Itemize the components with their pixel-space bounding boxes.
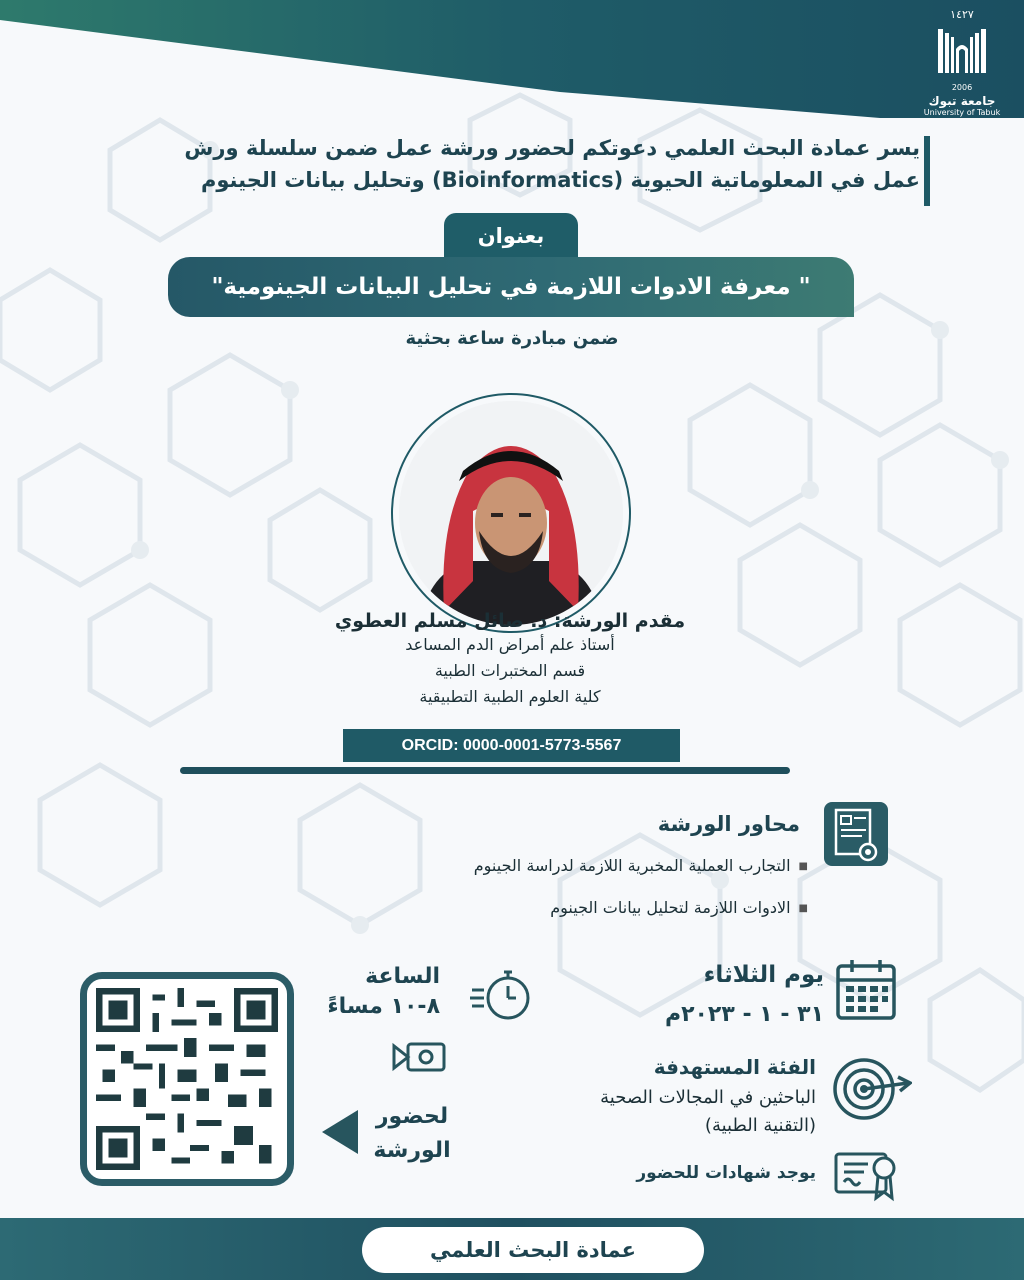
intro-line-2: عمل في المعلوماتية الحيوية (Bioinformatics) وتحليل بيانات الجينوم xyxy=(201,168,920,192)
topic-item-2: ■ الادوات اللازمة لتحليل بيانات الجينوم xyxy=(550,898,808,917)
target-audience-text xyxy=(496,1084,816,1140)
presenter-name: مقدم الورشة: د. صائل مسلم العطوي xyxy=(334,610,686,632)
university-gate-logo-icon xyxy=(934,23,990,79)
footer-deanship-label: عمادة البحث العلمي xyxy=(362,1227,704,1273)
time-value: ٨-١٠ مساءً xyxy=(327,994,440,1019)
attend-line-1: لحضور xyxy=(375,1104,449,1129)
calendar-icon xyxy=(834,958,898,1022)
logo-year-arabic: ١٤٢٧ xyxy=(950,8,974,21)
attend-link[interactable] xyxy=(356,1100,468,1168)
topics-title: محاور الورشة xyxy=(657,812,800,836)
initiative-subtitle: ضمن مبادرة ساعة بحثية xyxy=(405,328,619,349)
logo-year: 2006 xyxy=(951,83,973,92)
document-gear-icon xyxy=(822,800,890,868)
qr-code[interactable] xyxy=(96,988,278,1170)
event-date: ٣١ - ١ - ٢٠٢٣م xyxy=(664,1002,824,1027)
presenter-info xyxy=(280,610,740,710)
time-label: الساعة xyxy=(365,964,440,989)
intro-line-1: يسر عمادة البحث العلمي دعوتكم لحضور ورشة عمل ضمن سلسلة ورش xyxy=(184,136,920,160)
university-logo xyxy=(922,8,1002,120)
intro-accent-bar xyxy=(924,136,930,206)
target-audience-line-1: الباحثين في المجالات الصحية xyxy=(600,1087,816,1108)
video-camera-icon xyxy=(392,1040,448,1074)
play-arrow-icon[interactable] xyxy=(322,1110,358,1154)
target-arrow-icon xyxy=(832,1055,912,1123)
target-audience-line-2: (التقنية الطبية) xyxy=(704,1115,816,1136)
day-title: يوم الثلاثاء xyxy=(703,962,824,988)
presenter-position: أستاذ علم أمراض الدم المساعد xyxy=(405,635,615,654)
logo-name-en: University of Tabuk xyxy=(923,108,1001,117)
target-audience-title: الفئة المستهدفة xyxy=(653,1055,816,1079)
attend-line-2: الورشة xyxy=(373,1138,451,1163)
top-banner xyxy=(0,0,1024,120)
intro-text xyxy=(100,132,920,196)
workshop-title: " معرفة الادوات اللازمة في تحليل البيانات الجينومية" xyxy=(168,257,854,317)
presenter-portrait-icon xyxy=(399,401,623,625)
title-label-tab: بعنوان xyxy=(444,213,578,259)
topic-item-1: ■ التجارب العملية المخبرية اللازمة لدراسة الجينوم xyxy=(474,856,808,875)
presenter-photo xyxy=(399,401,623,625)
stopwatch-icon xyxy=(470,962,534,1026)
certificate-icon xyxy=(834,1150,902,1206)
certificate-text: يوجد شهادات للحضور xyxy=(636,1163,816,1183)
logo-name-ar: جامعة تبوك xyxy=(928,94,996,108)
presenter-college: كلية العلوم الطبية التطبيقية xyxy=(419,687,601,706)
presenter-department: قسم المختبرات الطبية xyxy=(434,661,586,680)
orcid-badge[interactable]: ORCID: 0000-0001-5773-5567 xyxy=(343,729,680,762)
section-divider xyxy=(180,767,790,774)
